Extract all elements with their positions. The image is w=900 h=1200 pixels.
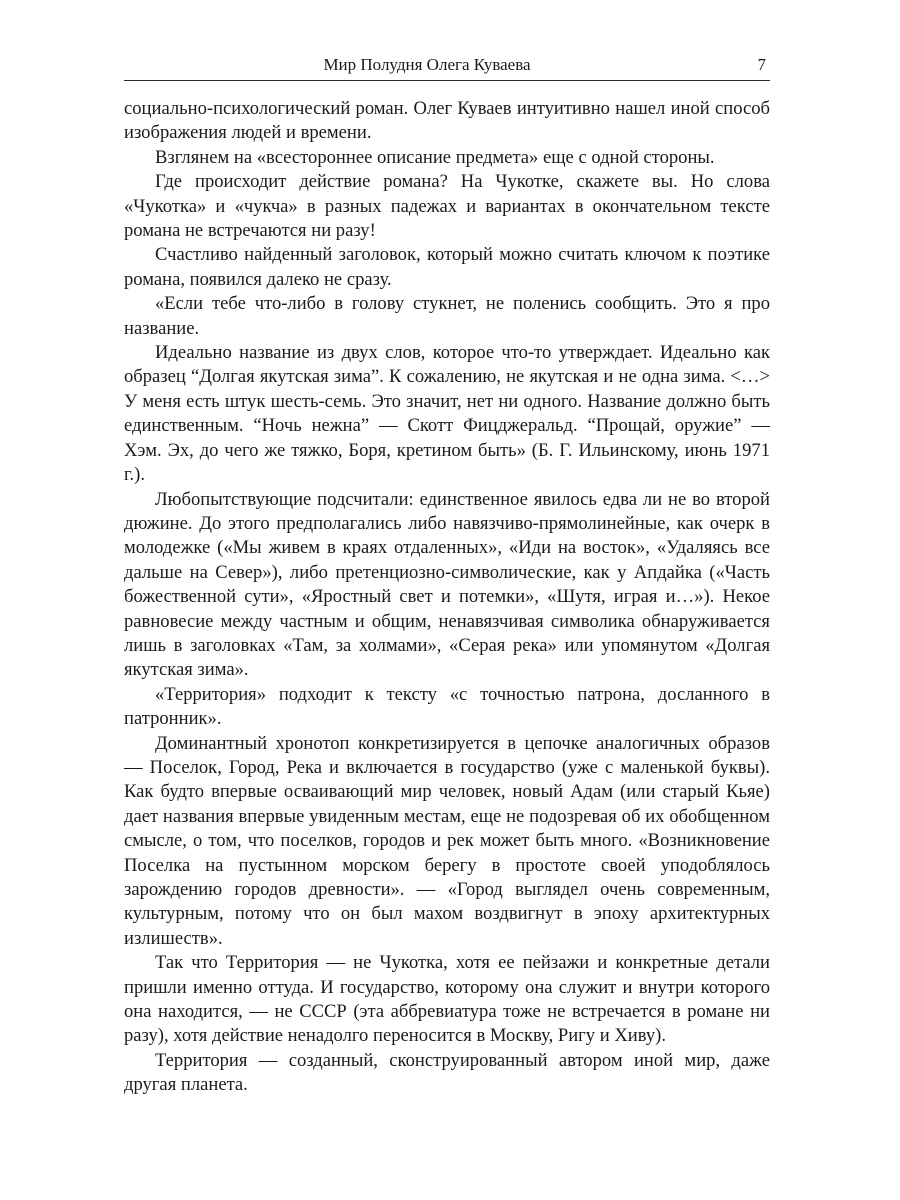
- paragraph: Доминантный хронотоп конкретизируется в цепочке аналогичных образов — Поселок, Город, Река и включается в государство (уже с маленькой буквы). Как будто впервые осваивающий мир человек, новый Адам (или старый Кьяе) дает названия впервые увиденным местам, еще не подозревая об их обобщенном смысле, о том, что поселков, городов и рек может быть много. «Возникновение Поселка на пустынном морском берегу в простоте своей уподоблялось зарождению городов древности». — «Город выглядел очень современным, культурным, потому что он был махом воздвигнут в эпоху архитектурных излишеств».: [124, 732, 770, 949]
- paragraph-continued: социально-психологический роман. Олег Куваев интуитивно нашел иной способ изображения людей и времени.: [124, 98, 770, 144]
- paragraph: Взглянем на «всестороннее описание предмета» еще с одной стороны.: [155, 146, 715, 168]
- text-body: [124, 97, 770, 1098]
- running-title: Мир Полудня Олега Куваева: [323, 55, 531, 74]
- paragraph: Территория — созданный, сконструированный автором иной мир, даже другая планета.: [124, 1049, 770, 1096]
- header-rule: [124, 80, 770, 81]
- paragraph: Счастливо найденный заголовок, который можно считать ключом к поэтике романа, появился далеко не сразу.: [124, 244, 770, 290]
- paragraph: Так что Территория — не Чукотка, хотя ее пейзажи и конкретные детали пришли именно оттуда. И государство, которому она служит и внутри которого она находится, — не СССР (эта аббревиатура тоже не встречается в романе ни разу), хотя действие ненадолго переносится в Москву, Ригу и Хиву).: [124, 952, 770, 1047]
- page-number: 7: [757, 55, 766, 74]
- paragraph-quote: Идеально название из двух слов, которое что-то утверждает. Идеально как образец “Долгая якутская зима”. К сожалению, не якутская и не одна зима. <…> У меня есть штук шесть-семь. Это значит, нет ни одного. Название должно быть единственным. “Ночь нежна” — Скотт Фицджеральд. “Прощай, оружие” — Хэм. Эх, до чего же тяжко, Боря, кретином быть» (Б. Г. Ильинскому, июнь 1971 г.).: [124, 342, 770, 486]
- paragraph-quote: «Если тебе что-либо в голову стукнет, не поленись сообщить. Это я про название.: [124, 293, 770, 339]
- paragraph: Где происходит действие романа? На Чукотке, скажете вы. Но слова «Чукотка» и «чукча» в разных падежах и вариантах в окончательном тексте романа не встречаются ни разу!: [124, 171, 770, 242]
- running-head: [124, 52, 770, 78]
- paragraph: Любопытствующие подсчитали: единственное явилось едва ли не во второй дюжине. До этого предполагались либо навязчиво-прямолинейные, как очерк в молодежке («Мы живем в краях отдаленных», «Иди на восток», «Удаляясь все дальше на Север»), либо претенциозно-символические, как у Апдайка («Часть божественной сути», «Яростный свет и потемки», «Шутя, играя и…»). Некое равновесие между частным и общим, ненавязчивая символика обнаруживается лишь в заголовках «Там, за холмами», «Серая река» или упомянутом «Долгая якутская зима».: [124, 488, 770, 681]
- paragraph: «Территория» подходит к тексту «с точностью патрона, досланного в патронник».: [124, 683, 770, 730]
